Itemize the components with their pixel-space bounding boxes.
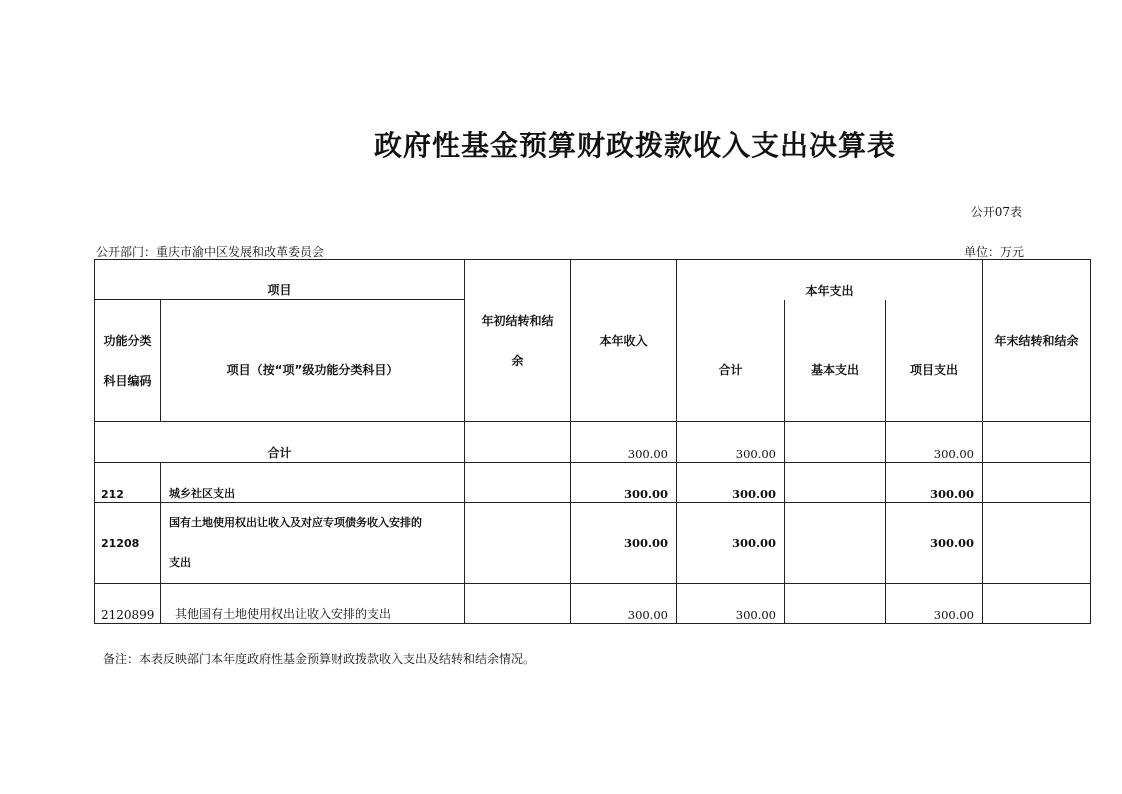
form-number: 公开07表 xyxy=(970,205,1022,219)
header-expense: 本年支出 xyxy=(677,260,983,300)
row-carryover-end xyxy=(983,463,1091,503)
page-title: 政府性基金预算财政拨款收入支出决算表 xyxy=(373,129,896,162)
total-expense-project: 300.00 xyxy=(886,422,983,463)
header-income: 本年收入 xyxy=(571,260,677,422)
row-expense-basic xyxy=(785,584,886,624)
total-carryover-end xyxy=(983,422,1091,463)
total-expense-total: 300.00 xyxy=(677,422,785,463)
table-row xyxy=(95,584,1091,624)
row-name: 国有土地使用权出让收入及对应专项债务收入安排的 支出 xyxy=(161,503,465,584)
row-income: 300.00 xyxy=(571,463,677,503)
budget-table xyxy=(94,259,1091,624)
row-code: 21208 xyxy=(95,503,161,584)
row-expense-total: 300.00 xyxy=(677,463,785,503)
row-carryover-begin xyxy=(465,503,571,584)
table-row xyxy=(95,463,1091,503)
row-expense-project: 300.00 xyxy=(886,503,983,584)
header-func-code: 功能分类 科目编码 xyxy=(95,300,161,422)
header-carryover-begin: 年初结转和结 余 xyxy=(465,260,571,422)
row-income: 300.00 xyxy=(571,584,677,624)
unit-label: 单位：万元 xyxy=(963,245,1024,259)
row-income: 300.00 xyxy=(571,503,677,584)
total-carryover-begin xyxy=(465,422,571,463)
row-name: 其他国有土地使用权出让收入安排的支出 xyxy=(161,584,465,624)
row-carryover-end xyxy=(983,584,1091,624)
header-expense-total: 合计 xyxy=(677,300,785,422)
footnote: 备注：本表反映部门本年度政府性基金预算财政拨款收入支出及结转和结余情况。 xyxy=(103,652,536,666)
header-carryover-end: 年末结转和结余 xyxy=(983,260,1091,422)
total-income: 300.00 xyxy=(571,422,677,463)
department-label: 公开部门：重庆市渝中区发展和改革委员会 xyxy=(96,245,325,259)
total-expense-basic xyxy=(785,422,886,463)
total-row xyxy=(95,422,1091,463)
total-label: 合计 xyxy=(95,422,465,463)
row-expense-project: 300.00 xyxy=(886,584,983,624)
row-code: 2120899 xyxy=(95,584,161,624)
row-expense-project: 300.00 xyxy=(886,463,983,503)
row-expense-basic xyxy=(785,463,886,503)
row-carryover-begin xyxy=(465,584,571,624)
row-expense-total: 300.00 xyxy=(677,503,785,584)
row-name: 城乡社区支出 xyxy=(161,463,465,503)
header-project: 项目 xyxy=(95,260,465,300)
row-carryover-end xyxy=(983,503,1091,584)
header-expense-project: 项目支出 xyxy=(886,300,983,422)
row-carryover-begin xyxy=(465,463,571,503)
table-row xyxy=(95,503,1091,584)
row-expense-basic xyxy=(785,503,886,584)
row-code: 212 xyxy=(95,463,161,503)
row-expense-total: 300.00 xyxy=(677,584,785,624)
header-project-name: 项目（按“项”级功能分类科目） xyxy=(161,300,465,422)
header-row-1 xyxy=(95,260,1091,300)
header-expense-basic: 基本支出 xyxy=(785,300,886,422)
